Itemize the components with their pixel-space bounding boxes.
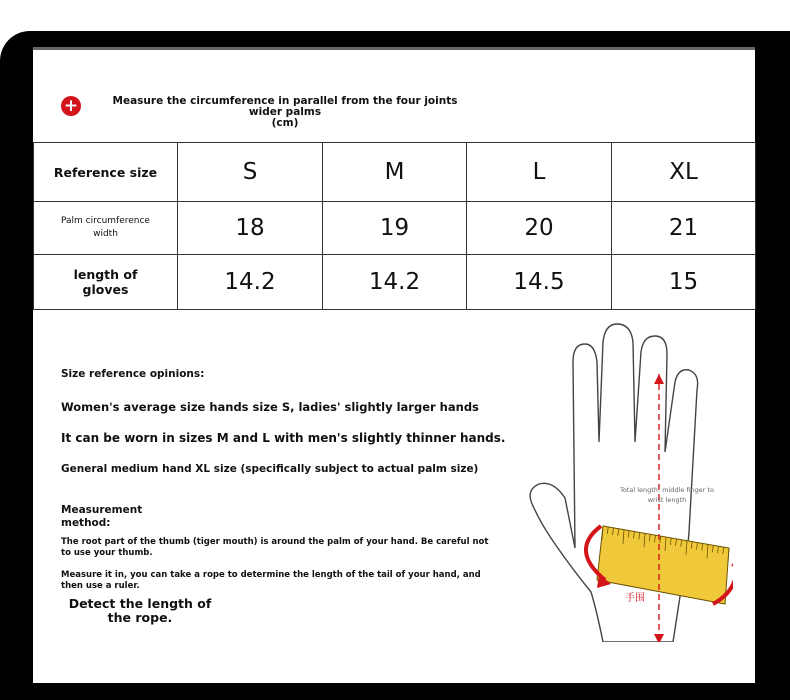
size-m: M xyxy=(323,143,467,202)
table-row-sizes xyxy=(34,143,756,202)
plus-icon: + xyxy=(61,96,81,116)
diagram-caption-line1: Total length: middle finger to xyxy=(619,486,715,494)
detect-rope-length: Detect the length of the rope. xyxy=(68,596,212,625)
size-l: L xyxy=(467,143,612,202)
instruction-main: Measure the circumference in parallel from the four joints wider palms xyxy=(112,95,458,118)
length-m: 14.2 xyxy=(323,255,467,310)
palm-label-line2: width xyxy=(93,229,118,239)
palm-label xyxy=(34,202,178,255)
table-row-length xyxy=(34,255,756,310)
length-label xyxy=(34,255,178,310)
size-xl: XL xyxy=(612,143,756,202)
tape-label: 手围 xyxy=(625,593,645,604)
note-men: It can be worn in sizes M and L with men's slightly thinner hands. xyxy=(61,431,506,445)
length-s: 14.2 xyxy=(178,255,323,310)
length-label-line2: gloves xyxy=(82,282,129,297)
length-xl: 15 xyxy=(612,255,756,310)
table-row-palm xyxy=(34,202,756,255)
instruction-text xyxy=(95,96,475,129)
size-s: S xyxy=(178,143,323,202)
size-chart-panel xyxy=(33,47,755,683)
method-step-1: The root part of the thumb (tiger mouth) is around the palm of your hand. Be careful not to use your thumb. xyxy=(61,537,489,558)
size-table xyxy=(33,142,756,310)
reference-size-label: Reference size xyxy=(34,143,178,202)
palm-s: 18 xyxy=(178,202,323,255)
method-step-2: Measure it in, you can take a rope to determine the length of the tail of your hand, and then use a ruler. xyxy=(61,570,481,591)
diagram-caption-line2: wrist length xyxy=(647,496,687,504)
notes-heading: Size reference opinions: xyxy=(61,368,205,380)
palm-xl: 21 xyxy=(612,202,756,255)
palm-m: 19 xyxy=(323,202,467,255)
instruction-unit: (cm) xyxy=(271,117,299,129)
palm-label-line1: Palm circumference xyxy=(61,216,150,226)
note-medium: General medium hand XL size (specifically subject to actual palm size) xyxy=(61,463,479,475)
method-heading: Measurement method: xyxy=(61,504,143,529)
arrowhead-right xyxy=(731,554,733,568)
length-l: 14.5 xyxy=(467,255,612,310)
palm-l: 20 xyxy=(467,202,612,255)
measure-instruction xyxy=(61,95,681,129)
hand-measure-diagram xyxy=(503,322,733,642)
length-label-line1: length of xyxy=(73,267,138,282)
note-women: Women's average size hands size S, ladies' slightly larger hands xyxy=(61,400,479,414)
